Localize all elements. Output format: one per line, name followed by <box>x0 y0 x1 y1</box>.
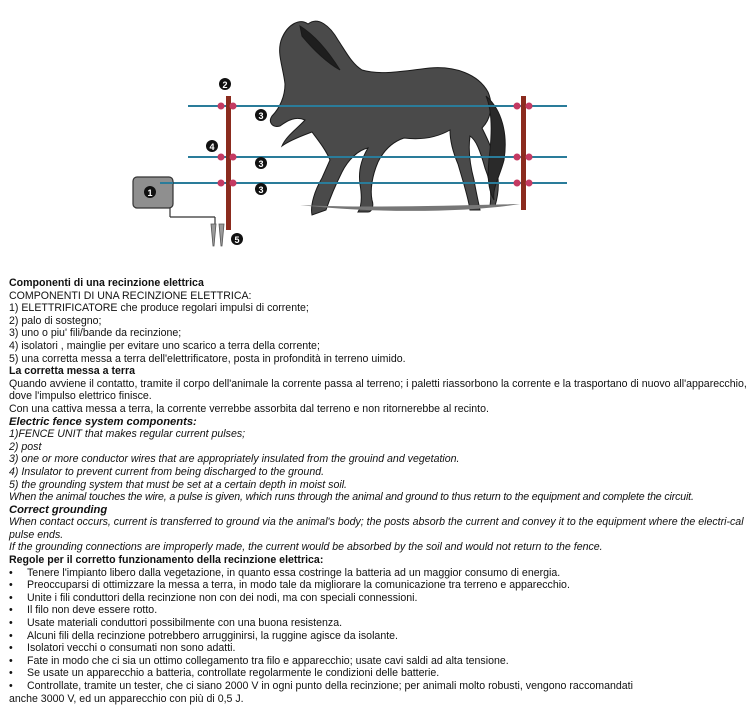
en-component-5: 5) the grounding system that must be set at a certain depth in moist soil. <box>9 478 347 491</box>
horse-illustration <box>270 21 520 215</box>
svg-text:3: 3 <box>258 111 264 121</box>
en-component-3: 3) one or more conductor wires that are appropriately insulated from the grouind and vegetation. <box>9 453 460 466</box>
svg-text:3: 3 <box>258 185 264 195</box>
it-components-heading: Componenti di una recinzione elettrica <box>9 277 204 289</box>
rule-item: • Alcuni fili della recinzione potrebbero arrugginirsi, la ruggine agisce da isolante. <box>9 629 398 642</box>
marker-5 <box>231 233 243 245</box>
marker-1 <box>144 186 156 198</box>
rules-heading: Regole per il corretto funzionamento della recinzione elettrica: <box>9 554 324 567</box>
en-grounding-paragraph-2: If the grounding connections are improperly made, the current would be absorbed by the soil and would not return to the fence. <box>9 541 603 554</box>
it-component-2: 2) palo di sostegno; <box>9 314 102 327</box>
marker-3-bottom <box>255 183 267 195</box>
rule-item: • Se usate un apparecchio a batteria, controllate regolarmente le condizioni delle batterie. <box>9 667 440 680</box>
svg-text:5: 5 <box>234 235 240 245</box>
en-component-4: 4) Insulator to prevent current from being discharged to the ground. <box>9 465 325 478</box>
it-components-subheading: COMPONENTI DI UNA RECINZIONE ELETTRICA: <box>9 289 252 302</box>
svg-text:2: 2 <box>222 80 228 90</box>
it-component-1: 1) ELETTRIFICATORE che produce regolari impulsi di corrente; <box>9 302 309 315</box>
fence-post-right <box>521 96 526 210</box>
rule-item: • Fate in modo che ci sia un ottimo collegamento tra filo e apparecchio; usate cavi saldi ad alta tensione. <box>9 654 509 667</box>
electric-fence-diagram <box>0 0 754 276</box>
rule-item: • Controllate, tramite un tester, che ci siano 2000 V in ogni punto della recinzione; per animali molto robusti, vengono raccomandati <box>9 680 633 692</box>
it-grounding-paragraph-2: Con una cattiva messa a terra, la corrente verrebbe assorbita dal terreno e non ritornerebbe al recinto. <box>9 402 489 415</box>
rule-item: • Unite i fili conduttori della recinzione non con dei nodi, ma con speciali connessioni. <box>9 591 418 604</box>
marker-3-middle <box>255 157 267 169</box>
en-circuit-note: When the animal touches the wire, a pulse is given, which runs through the animal and ground to thus return to the equipment and complete the circuit. <box>9 491 694 504</box>
rule-item: • Tenere l'impianto libero dalla vegetazione, in quanto essa costringe la batteria ad un maggior consumo di energia. <box>9 566 561 579</box>
en-grounding-paragraph-1: When contact occurs, current is transferred to ground via the animal's body; the posts absorb the current and convey it to the equipment where the electri-cal pulse ends. <box>9 516 744 541</box>
en-grounding-heading: Correct grounding <box>9 503 108 516</box>
marker-4 <box>206 140 218 152</box>
rule-item: • Il filo non deve essere rotto. <box>9 604 158 617</box>
it-grounding-paragraph-1: Quando avviene il contatto, tramite il corpo dell'animale la corrente passa al terreno; i paletti riassorbono la corrente e la trasportano di nuovo all'apparecchio, dove l'impulso elettrico finisce. <box>9 377 747 403</box>
svg-text:3: 3 <box>258 159 264 169</box>
en-component-1: 1)FENCE UNIT that makes regular current pulses; <box>9 428 246 441</box>
marker-3-top <box>255 109 267 121</box>
en-components-heading: Electric fence system components: <box>9 415 197 428</box>
svg-text:4: 4 <box>209 142 215 152</box>
rule-item: • Preoccuparsi di ottimizzare la messa a terra, in modo tale da migliorare la comunicazione tra terreno e apparecchio. <box>9 579 570 592</box>
rule-item-continuation: anche 3000 V, ed un apparecchio con più di 0,5 J. <box>9 692 244 705</box>
it-grounding-heading: La corretta messa a terra <box>9 365 136 378</box>
rule-item: • Usate materiali conduttori possibilmente con una buona resistenza. <box>9 617 343 630</box>
fence-post-left <box>226 96 231 230</box>
ground-rods <box>211 224 224 246</box>
svg-text:1: 1 <box>147 188 153 198</box>
it-component-3: 3) uno o piu' fili/bande da recinzione; <box>9 327 182 340</box>
it-component-5: 5) una corretta messa a terra dell'elettrificatore, posta in profondità in terreno uimido. <box>9 352 406 365</box>
document-body <box>9 277 747 705</box>
marker-2 <box>219 78 231 90</box>
rule-item: • Isolatori vecchi o consumati non sono adatti. <box>9 642 236 655</box>
it-component-4: 4) isolatori , mainglie per evitare uno scarico a terra della corrente; <box>9 339 320 352</box>
en-component-2: 2) post <box>9 440 42 453</box>
